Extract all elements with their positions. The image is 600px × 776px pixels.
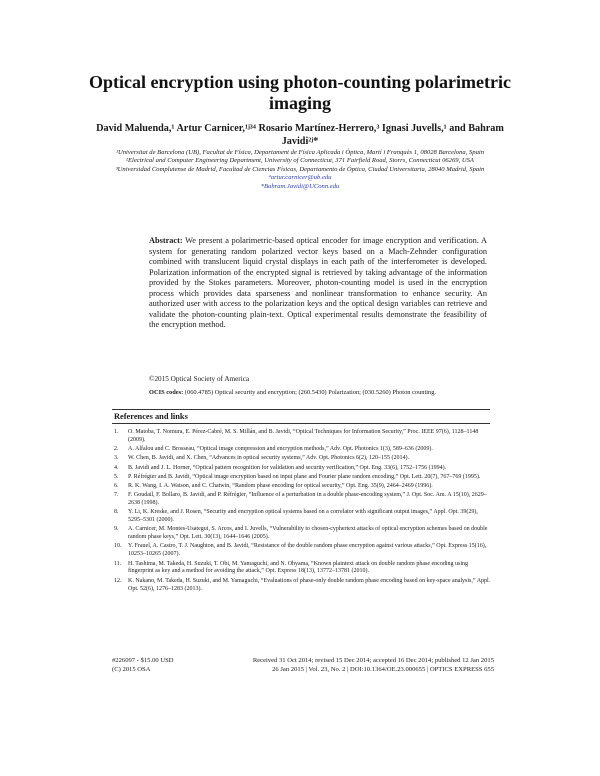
- reference-text: B. Javidi and J. L. Horner, “Optical pattern recognition for validation and security verification,” Opt. Eng. 33(6), 1752–1756 (1994).: [128, 464, 447, 471]
- reference-text: A. Alfalou and C. Brosseau, “Optical image compression and encryption methods,” Adv. Opt. Photonics 1(3), 589–636 (2009).: [128, 446, 433, 453]
- reference-number: 7.: [114, 492, 119, 499]
- reference-number: 11.: [114, 560, 122, 567]
- affiliations: [105, 149, 495, 191]
- reference-number: 12.: [114, 577, 122, 584]
- paper-title: Optical encryption using photon-counting polarimetric imaging: [88, 72, 511, 113]
- reference-item: [114, 483, 492, 491]
- reference-number: 1.: [114, 429, 119, 435]
- reference-item: [114, 429, 492, 445]
- footer-row-1: [112, 656, 494, 665]
- page-footer: [112, 656, 494, 674]
- reference-number: 3.: [114, 455, 119, 462]
- reference-number: 10.: [114, 543, 122, 550]
- references-top-rule: [112, 409, 490, 410]
- reference-item: [114, 578, 492, 594]
- reference-item: [114, 474, 492, 482]
- reference-text: O. Matoba, T. Nomura, E. Pérez-Cabré, M. S. Millán, and B. Javidi, “Optical Techniques for Information Security,” Proc. IEEE 97(6), 1128–1148 (2009).: [128, 429, 479, 443]
- reference-item: [114, 455, 492, 463]
- reference-text: H. Tashima, M. Takeda, H. Suzuki, T. Obi, M. Yamaguchi, and N. Ohyama, “Known plaintext attack on double random phase encoding using fingerprint as key and a method for avoiding the attack,” Opt. Express 18(13), 13772–13781 (2010).: [128, 560, 468, 575]
- footer-citation: 26 Jan 2015 | Vol. 23, No. 2 | DOI:10.1364/OE.23.000655 | OPTICS EXPRESS 655: [272, 666, 494, 673]
- ocis-text: (060.4785) Optical security and encryption; (260.5430) Polarization; (030.5260) Photon counting.: [184, 389, 437, 396]
- references-bottom-rule: [112, 423, 490, 424]
- references-heading: References and links: [114, 412, 188, 421]
- reference-item: [114, 446, 492, 454]
- reference-text: F. Goudail, F. Bollaro, B. Javidi, and P. Réfrégier, “Influence of a perturbation in a double phase-encoding system,” J. Opt. Soc. Am. A 15(10), 2629–2638 (1998).: [128, 492, 487, 507]
- reference-number: 9.: [114, 526, 119, 533]
- reference-text: K. Nakano, M. Takeda, H. Suzuki, and M. Yamaguchi, “Evaluations of phase-only double random phase encoding based on key-space analysis,” Appl. Opt. 52(6), 1276–1283 (2013).: [128, 577, 491, 592]
- reference-item: [114, 561, 492, 577]
- reference-item: [114, 509, 492, 525]
- reference-item: [114, 465, 492, 473]
- author-list: David Maluenda,¹ Artur Carnicer,¹ʲ³⁴ Rosario Martínez-Herrero,³ Ignasi Juvells,¹ and Bahram Javidi²ʲ*: [96, 123, 504, 147]
- footer-dates: Received 31 Oct 2014; revised 15 Dec 2014; accepted 16 Dec 2014; published 12 Jan 2015: [252, 657, 494, 664]
- footer-article-price: #226097 - $15.00 USD: [112, 657, 174, 664]
- email-link-carnicer[interactable]: ⁴artur.carnicer@ub.edu: [268, 174, 332, 182]
- affiliation-2: ²Electrical and Computer Engineering Department, University of Connecticut, 371 Fairfield Road, Storrs, Connecticut 06269, USA: [126, 157, 474, 165]
- footer-copyright: (C) 2015 OSA: [112, 666, 151, 673]
- reference-item: [114, 543, 492, 559]
- abstract-label: Abstract:: [149, 236, 183, 245]
- copyright-notice: ©2015 Optical Society of America: [149, 375, 250, 383]
- reference-number: 4.: [114, 464, 119, 471]
- reference-number: 2.: [114, 446, 119, 453]
- reference-number: 8.: [114, 509, 119, 516]
- reference-text: Y. Frauel, A. Castro, T. J. Naughton, and B. Javidi, “Resistance of the double random phase encryption against various attacks,” Opt. Express 15(16), 10253–10265 (2007).: [128, 543, 487, 558]
- affiliation-1: ¹Universitat de Barcelona (UB), Facultat de Física, Departament de Física Aplicada i Òptica, Martí i Franquès 1, 08028 Barcelona, Spain: [116, 149, 484, 156]
- reference-number: 6.: [114, 482, 119, 489]
- reference-text: Y. Li, K. Kreske, and J. Rosen, “Security and encryption optical systems based on a correlator with significant output images,” Appl. Opt. 39(29), 5295–5301 (2000).: [128, 509, 478, 524]
- reference-text: P. Réfrégier and B. Javidi, “Optical image encryption based on input plane and Fourier plane random encoding,” Opt. Lett. 20(7), 767–769 (1995).: [128, 473, 481, 480]
- reference-list: [114, 429, 492, 595]
- ocis-label: OCIS codes:: [149, 389, 184, 396]
- email-link-javidi[interactable]: *Bahram.Javidi@UConn.edu: [260, 182, 340, 190]
- affiliation-3: ³Universidad Complutense de Madrid, Facultad de Ciencias Físicas, Departamento de Óptica, Ciudad Universitaria, 28040 Madrid, Spain: [115, 165, 485, 173]
- reference-item: [114, 526, 492, 542]
- abstract: [149, 236, 487, 331]
- reference-text: W. Chen, B. Javidi, and X. Chen, “Advances in optical security systems,” Adv. Opt. Photonics 6(2), 120–155 (2014).: [128, 455, 410, 462]
- footer-row-2: [112, 665, 494, 674]
- abstract-text: We present a polarimetric-based optical encoder for image encryption and verification. A system for generating random polarized vector keys based on a Mach-Zehnder configuration combined with translucent liquid crystal displays in each path of the interferometer is developed. Polarization information of the encrypted signal is retrieved by taking advantage of the information provided by the Stokes parameters. Moreover, photon-counting model is used in the encryption process which provides data sparseness and nonlinear transformation to enhance security. An authorized user with access to the polarization keys and the optical design variables can retrieve and validate the photon-counting plain-text. Optical experimental results demonstrate the feasibility of the encryption method.: [149, 236, 487, 329]
- ocis-codes: [149, 389, 487, 397]
- reference-item: [114, 492, 492, 508]
- reference-number: 5.: [114, 473, 119, 480]
- reference-text: R. K. Wang, I. A. Watson, and C. Chatwin, “Random phase encoding for optical security,” Opt. Eng. 35(9), 2464–2469 (1996).: [128, 482, 433, 489]
- reference-text: A. Carnicer, M. Montes-Usategui, S. Arcos, and I. Juvells, “Vulnerability to chosen-cyphertext attacks of optical encryption schemes based on double random phase keys,” Opt. Lett. 30(13), 1644–1646 (2005).: [128, 526, 488, 541]
